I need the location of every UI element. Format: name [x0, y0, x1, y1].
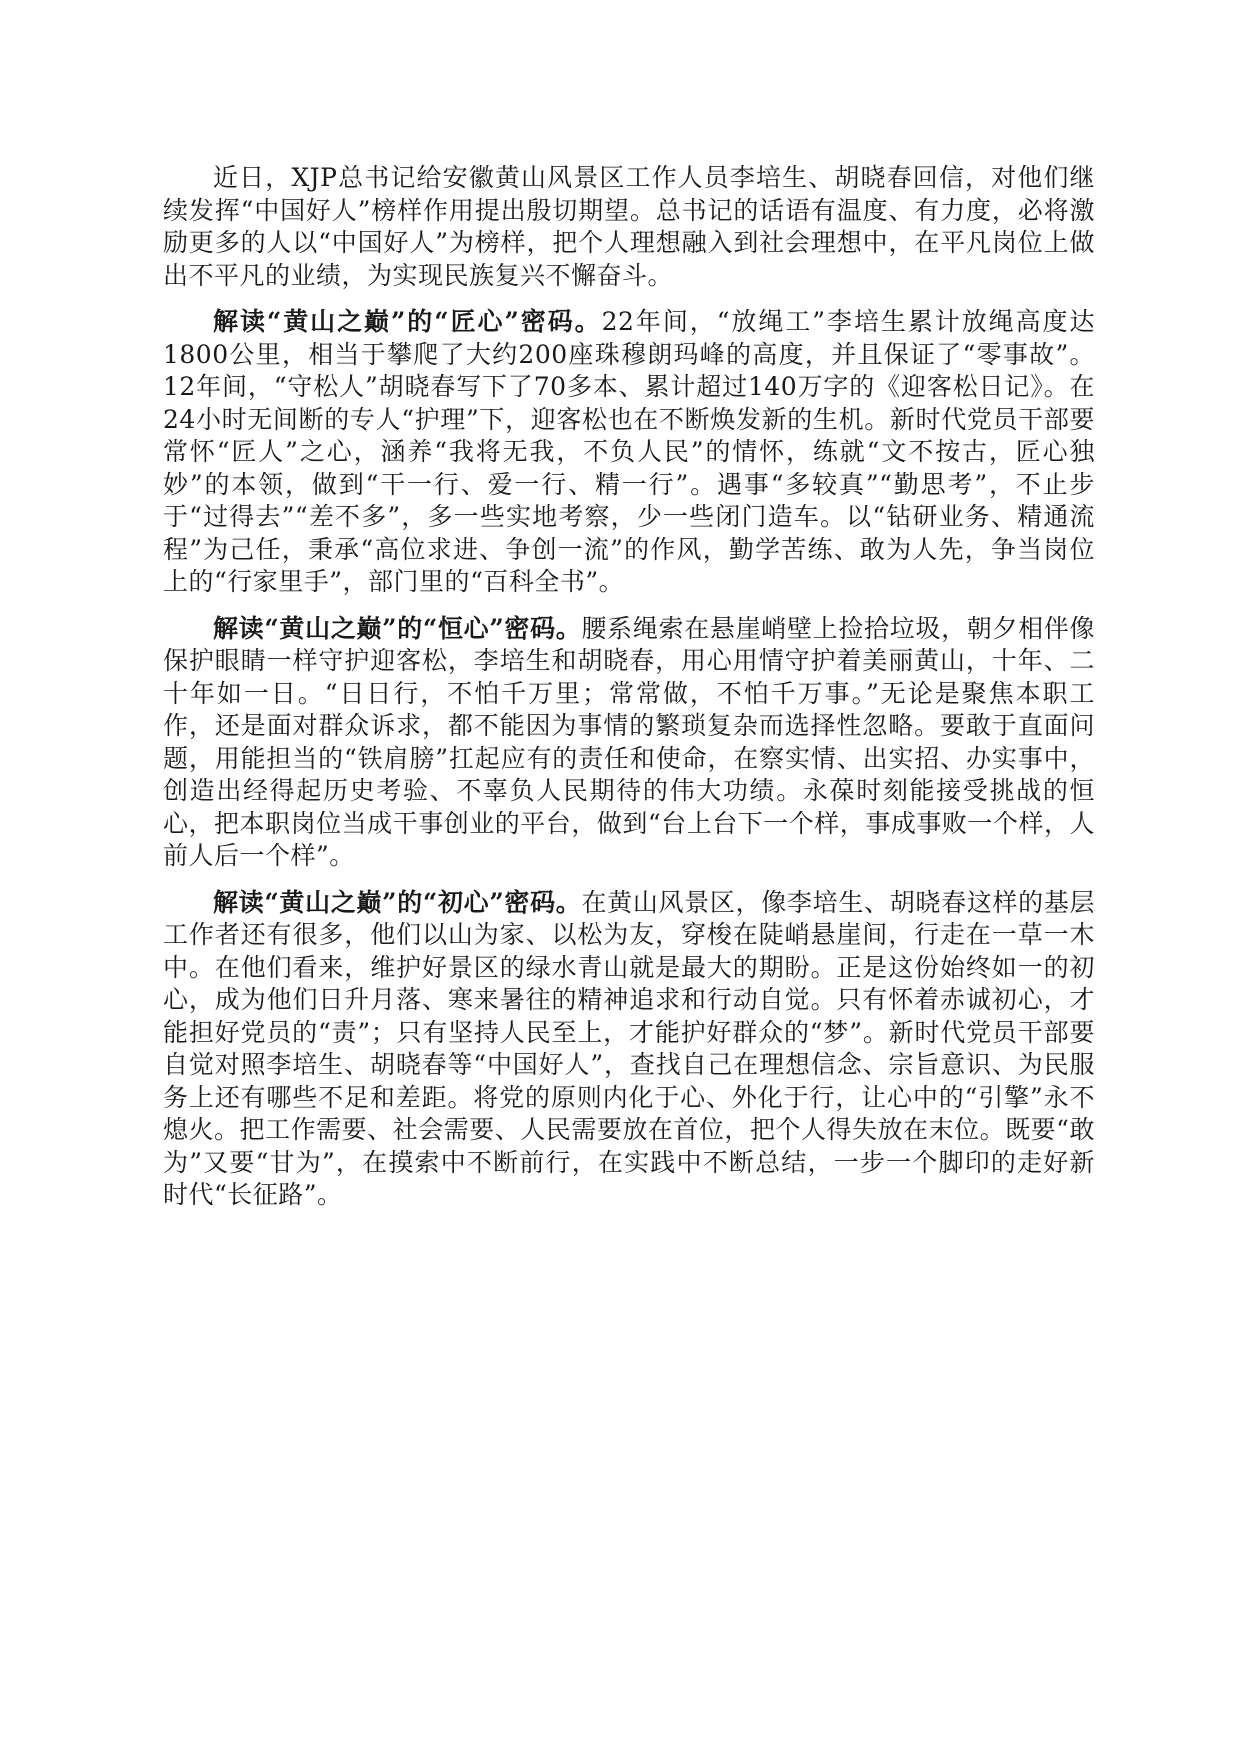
craftsmanship-text: 22年间，“放绳工”李培生累计放绳高度达1800公里，相当于攀爬了大约200座珠穆朗玛峰的高度，并且保证了“零事故”。12年间，“守松人”胡晓春写下了70多本、累计超过140万字的《迎客松日记》。在24小时无间断的专人“护理”下，迎客松也在不断焕发新的生机。新时代党员干部要常怀“匠人”之心，涵养“我将无我，不负人民”的情怀，练就“文不按古，匠心独妙”的本领，做到“干一行、爱一行、精一行”。遇事“多较真”“勤思考”，不止步于“过得去”“差不多”，多一些实地考察，少一些闭门造车。以“钻研业务、精通流程”为己任，秉承“高位求进、争创一流”的作风，勤学苦练、敢为人先，争当岗位上的“行家里手”，部门里的“百科全书”。: [163, 307, 1095, 596]
article-body: [163, 162, 1095, 1226]
intro-paragraph-text: 近日，XJP总书记给安徽黄山风景区工作人员李培生、胡晓春回信，对他们继续发挥“中国好人”榜样作用提出殷切期望。总书记的话语有温度、有力度，必将激励更多的人以“中国好人”为榜样，把个人理想融入到社会理想中，在平凡岗位上做出不平凡的业绩，为实现民族复兴不懈奋斗。: [163, 163, 1095, 290]
intro-paragraph: [163, 162, 1095, 292]
perseverance-heading: 解读“黄山之巅”的“恒心”密码。: [213, 613, 582, 643]
original-aspiration-paragraph: [163, 887, 1095, 1212]
perseverance-paragraph: [163, 613, 1095, 873]
original-aspiration-heading: 解读“黄山之巅”的“初心”密码。: [213, 887, 582, 917]
craftsmanship-heading: 解读“黄山之巅”的“匠心”密码。: [213, 307, 602, 336]
perseverance-text: 腰系绳索在悬崖峭壁上捡拾垃圾，朝夕相伴像保护眼睛一样守护迎客松，李培生和胡晓春，用心用情守护着美丽黄山，十年、二十年如一日。“日日行，不怕千万里；常常做，不怕千万事。”无论是聚焦本职工作，还是面对群众诉求，都不能因为事情的繁琐复杂而选择性忽略。要敢于直面问题，用能担当的“铁肩膀”扛起应有的责任和使命，在察实情、出实招、办实事中，创造出经得起历史考验、不辜负人民期待的伟大功绩。永葆时刻能接受挑战的恒心，把本职岗位当成干事创业的平台，做到“台上台下一个样，事成事败一个样，人前人后一个样”。: [163, 613, 1095, 870]
original-aspiration-text: 在黄山风景区，像李培生、胡晓春这样的基层工作者还有很多，他们以山为家、以松为友，穿梭在陡峭悬崖间，行走在一草一木中。在他们看来，维护好景区的绿水青山就是最大的期盼。正是这份始终如一的初心，成为他们日升月落、寒来暑往的精神追求和行动自觉。只有怀着赤诚初心，才能担好党员的“责”；只有坚持人民至上，才能护好群众的“梦”。新时代党员干部要自觉对照李培生、胡晓春等“中国好人”，查找自己在理想信念、宗旨意识、为民服务上还有哪些不足和差距。将党的原则内化于心、外化于行，让心中的“引擎”永不熄火。把工作需要、社会需要、人民需要放在首位，把个人得失放在末位。既要“敢为”又要“甘为”，在摸索中不断前行，在实践中不断总结，一步一个脚印的走好新时代“长征路”。: [163, 887, 1095, 1209]
craftsmanship-paragraph: [163, 306, 1095, 599]
